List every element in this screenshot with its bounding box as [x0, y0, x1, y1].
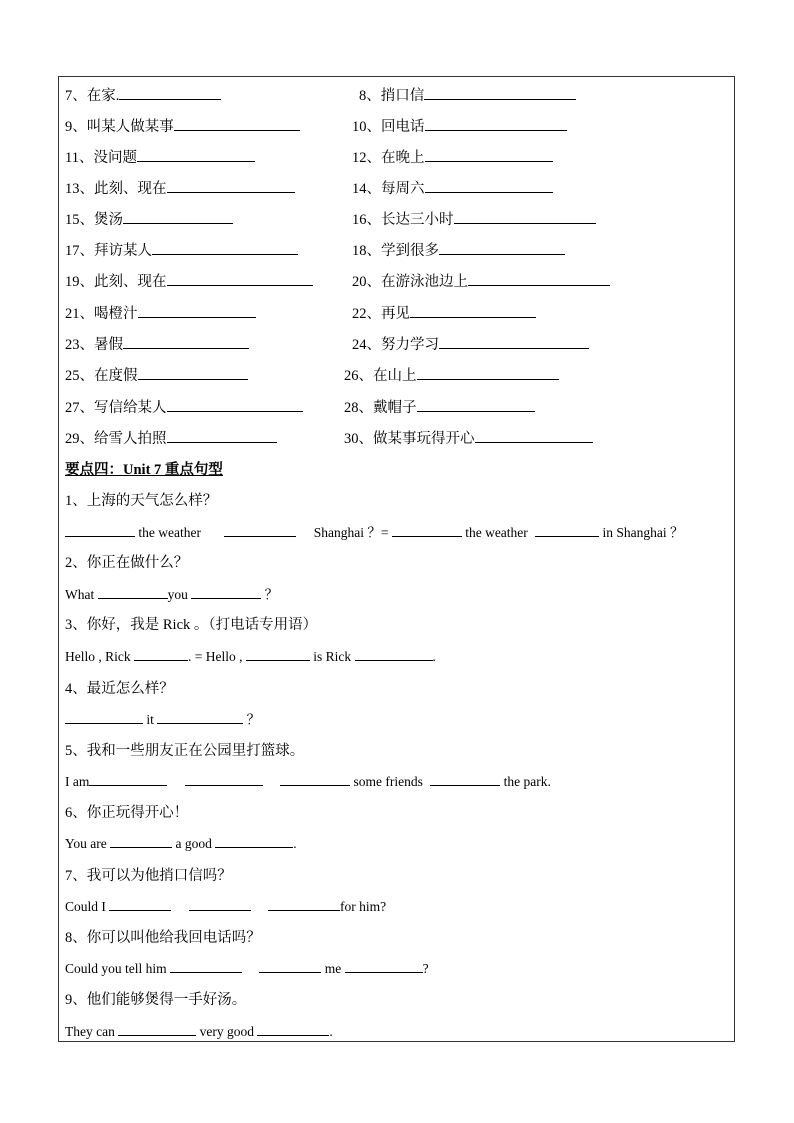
phrase-item-left [65, 270, 313, 294]
blank[interactable] [138, 365, 248, 380]
phrase-label: 16、长达三小时 [352, 212, 454, 228]
text-part: me [324, 961, 342, 976]
blank[interactable] [119, 85, 221, 100]
answer-line-7 [65, 896, 386, 920]
text-part: it [146, 712, 154, 727]
text-part: the weather [138, 525, 201, 540]
answer-line-1 [65, 521, 684, 545]
question-4: 4、最近怎么样？ [65, 681, 174, 697]
blank[interactable] [109, 896, 171, 911]
blank[interactable] [118, 1021, 196, 1036]
phrase-label: 9、叫某人做某事 [65, 119, 174, 135]
blank[interactable] [439, 240, 565, 255]
text-part: . [329, 1024, 333, 1039]
phrase-label: 22、再见 [352, 306, 410, 322]
blank[interactable] [259, 958, 321, 973]
phrase-item-left [65, 396, 303, 420]
blank[interactable] [167, 178, 295, 193]
blank[interactable] [157, 709, 243, 724]
phrase-item-left [65, 364, 248, 388]
answer-line-9 [65, 1021, 333, 1045]
text-part: a good [175, 836, 212, 851]
phrase-item-left [65, 177, 295, 201]
phrase-label: 21、喝橙汁 [65, 306, 138, 322]
blank[interactable] [280, 771, 350, 786]
phrase-item-right [352, 333, 589, 357]
blank[interactable] [134, 646, 188, 661]
blank[interactable] [468, 271, 610, 286]
text-part: Shanghai ？= [313, 525, 389, 540]
blank[interactable] [425, 116, 567, 131]
phrase-label: 17、拜访某人 [65, 243, 152, 259]
blank[interactable] [355, 646, 433, 661]
text-part: the park. [503, 774, 551, 789]
question-8: 8、你可以叫他给我回电话吗？ [65, 930, 261, 946]
phrase-label: 27、写信给某人 [65, 400, 167, 416]
phrase-item-right [352, 115, 567, 139]
question-2: 2、你正在做什么？ [65, 555, 189, 571]
text-part: . [293, 836, 297, 851]
text-part: ？ [264, 587, 279, 602]
phrase-item-left [65, 333, 249, 357]
blank[interactable] [215, 833, 293, 848]
blank[interactable] [167, 271, 313, 286]
phrase-label: 14、每周六 [352, 181, 425, 197]
text-part: Hello , Rick [65, 649, 131, 664]
answer-line-3 [65, 646, 436, 670]
phrase-label: 12、在晚上 [352, 150, 425, 166]
blank[interactable] [454, 209, 596, 224]
blank[interactable] [410, 303, 536, 318]
blank[interactable] [138, 303, 256, 318]
phrase-item-right [352, 177, 553, 201]
phrase-item-left [65, 239, 298, 263]
phrase-item-left [65, 115, 300, 139]
phrase-item-right [344, 396, 535, 420]
text-part: is Rick [313, 649, 352, 664]
text-part: ？ [246, 712, 261, 727]
phrase-item-right [352, 208, 596, 232]
phrase-item-right [344, 364, 559, 388]
answer-line-5 [65, 771, 551, 795]
phrase-item-right [352, 239, 565, 263]
text-part: They can [65, 1024, 115, 1039]
phrase-label: 11、没问题 [65, 150, 137, 166]
question-6: 6、你正玩得开心！ [65, 805, 189, 821]
text-part: You are [65, 836, 107, 851]
phrase-label: 24、努力学习 [352, 337, 439, 353]
blank[interactable] [425, 147, 553, 162]
phrase-label: 30、做某事玩得开心 [344, 431, 475, 447]
phrase-item-right [352, 270, 610, 294]
text-part: . = Hello , [188, 649, 243, 664]
blank[interactable] [425, 178, 553, 193]
blank[interactable] [123, 209, 233, 224]
blank[interactable] [174, 116, 300, 131]
phrase-label: 8、捎口信 [359, 88, 425, 104]
phrase-label: 15、煲汤 [65, 212, 123, 228]
blank[interactable] [417, 365, 559, 380]
phrase-item-right [352, 302, 536, 326]
blank[interactable] [170, 958, 242, 973]
blank[interactable] [185, 771, 263, 786]
question-9: 9、他们能够煲得一手好汤。 [65, 992, 247, 1008]
text-part: What [65, 587, 95, 602]
blank[interactable] [123, 334, 249, 349]
section-heading: 要点四：Unit 7 重点句型 [65, 462, 223, 478]
blank[interactable] [137, 147, 255, 162]
phrase-label: 26、在山上 [344, 368, 417, 384]
blank[interactable] [417, 397, 535, 412]
phrase-label: 7、在家. [65, 88, 120, 104]
phrase-label: 25、在度假 [65, 368, 138, 384]
blank[interactable] [189, 896, 251, 911]
blank[interactable] [257, 1021, 329, 1036]
phrase-label: 13、此刻、现在 [65, 181, 167, 197]
answer-line-6 [65, 833, 297, 857]
answer-line-4 [65, 708, 260, 732]
blank[interactable] [167, 428, 277, 443]
blank[interactable] [475, 428, 593, 443]
phrase-item-left [65, 84, 221, 108]
blank[interactable] [430, 771, 500, 786]
text-part: Could I [65, 899, 106, 914]
blank[interactable] [424, 85, 576, 100]
blank[interactable] [167, 397, 303, 412]
text-part: ? [422, 961, 429, 976]
blank[interactable] [65, 522, 135, 537]
blank[interactable] [89, 771, 167, 786]
blank[interactable] [98, 584, 168, 599]
phrase-item-left [65, 302, 256, 326]
blank[interactable] [110, 833, 172, 848]
text-part: the weather [465, 525, 528, 540]
phrase-label: 28、戴帽子 [344, 400, 417, 416]
blank[interactable] [65, 709, 143, 724]
phrase-label: 23、暑假 [65, 337, 123, 353]
text-part: in Shanghai ？ [602, 525, 684, 540]
text-part: . [432, 649, 436, 664]
phrase-label: 18、学到很多 [352, 243, 439, 259]
text-part: I am [65, 774, 90, 789]
blank[interactable] [345, 958, 423, 973]
phrase-item-right [352, 146, 553, 170]
phrase-label: 20、在游泳池边上 [352, 274, 468, 290]
blank[interactable] [535, 522, 599, 537]
phrase-label: 29、给雪人拍照 [65, 431, 167, 447]
blank[interactable] [224, 522, 296, 537]
phrase-item-left [65, 146, 255, 170]
phrase-item-right [359, 84, 576, 108]
question-3: 3、你好，我是 Rick 。（打电话专用语） [65, 617, 318, 633]
text-part: Could you tell him [65, 961, 167, 976]
blank[interactable] [439, 334, 589, 349]
phrase-item-right [344, 427, 593, 451]
question-7: 7、我可以为他捎口信吗？ [65, 868, 232, 884]
blank[interactable] [392, 522, 462, 537]
question-1: 1、上海的天气怎么样？ [65, 493, 218, 509]
question-5: 5、我和一些朋友正在公园里打篮球。 [65, 743, 305, 759]
phrase-item-left [65, 427, 277, 451]
answer-line-2 [65, 583, 278, 607]
phrase-label: 19、此刻、现在 [65, 274, 167, 290]
blank[interactable] [268, 896, 340, 911]
answer-line-8 [65, 958, 429, 982]
phrase-item-left [65, 208, 233, 232]
blank[interactable] [152, 240, 298, 255]
text-part: you [167, 587, 188, 602]
phrase-label: 10、回电话 [352, 119, 425, 135]
text-part: some friends [353, 774, 423, 789]
text-part: for him? [340, 899, 387, 914]
text-part: very good [199, 1024, 254, 1039]
blank[interactable] [246, 646, 310, 661]
blank[interactable] [191, 584, 261, 599]
